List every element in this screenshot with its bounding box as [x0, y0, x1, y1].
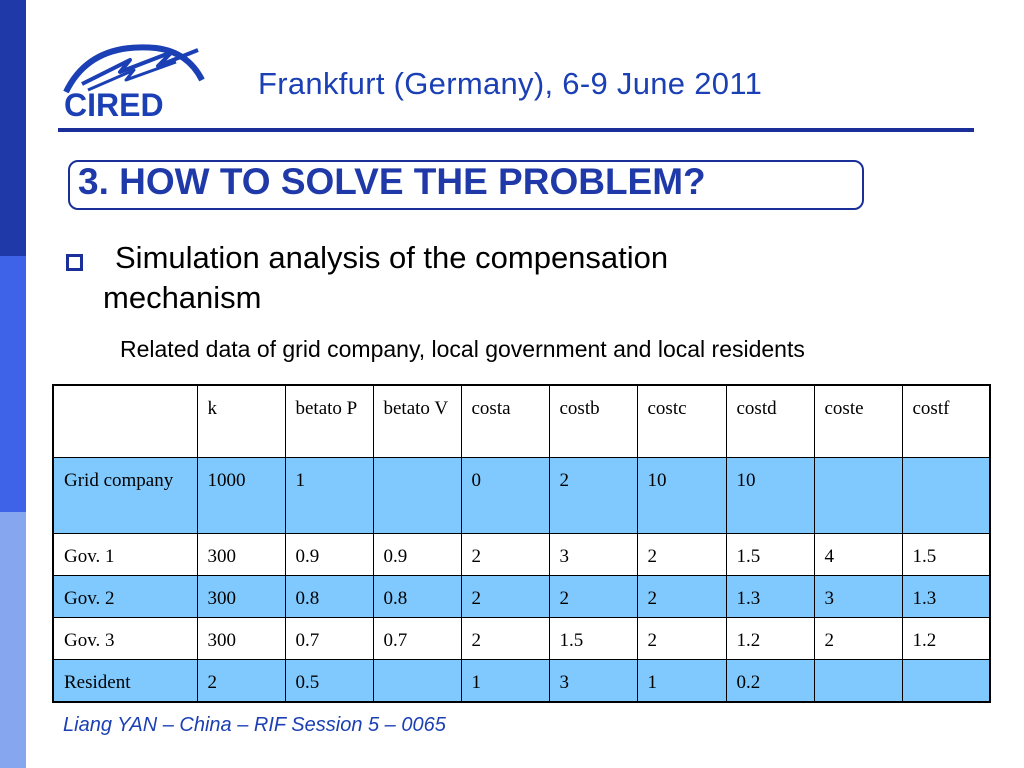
square-bullet-icon: [66, 254, 83, 271]
table-cell: 300: [197, 533, 285, 575]
table-cell: 0.9: [373, 533, 461, 575]
header-cell: costa: [461, 385, 549, 457]
table-cell: 0.8: [285, 575, 373, 617]
table-cell: 300: [197, 617, 285, 659]
table-cell: 1.5: [902, 533, 990, 575]
table-cell: Gov. 1: [53, 533, 197, 575]
table-cell: 1: [461, 659, 549, 702]
header-cell: costb: [549, 385, 637, 457]
table-cell: 0.2: [726, 659, 814, 702]
cired-logo-icon: [60, 40, 210, 120]
table-row: [53, 457, 990, 533]
table-cell: 0.5: [285, 659, 373, 702]
table-caption: Related data of grid company, local government and local residents: [120, 336, 805, 362]
table-cell: 1.5: [549, 617, 637, 659]
table-cell: [373, 457, 461, 533]
side-bar-segment-mid: [0, 256, 26, 512]
table-cell: [373, 659, 461, 702]
table-cell: Resident: [53, 659, 197, 702]
table-cell: 4: [814, 533, 902, 575]
table-cell: 10: [726, 457, 814, 533]
header-cell: [53, 385, 197, 457]
table-cell: 2: [197, 659, 285, 702]
table-cell: 0: [461, 457, 549, 533]
table-cell: 1: [285, 457, 373, 533]
table-cell: 300: [197, 575, 285, 617]
table-cell: 0.8: [373, 575, 461, 617]
table-cell: 2: [637, 533, 726, 575]
table-cell: 2: [637, 575, 726, 617]
side-bar-segment-dark: [0, 0, 26, 256]
table-cell: 1.2: [726, 617, 814, 659]
table-cell: Grid company: [53, 457, 197, 533]
table-cell: 2: [461, 617, 549, 659]
table-cell: 3: [549, 533, 637, 575]
table-cell: 2: [814, 617, 902, 659]
table-cell: 2: [461, 575, 549, 617]
bullet-line-1: Simulation analysis of the compensation: [115, 240, 669, 275]
table-cell: [902, 659, 990, 702]
table-cell: 3: [549, 659, 637, 702]
header-cell: costc: [637, 385, 726, 457]
header-cell: betato P: [285, 385, 373, 457]
bullet-point: [103, 238, 863, 318]
table-cell: 2: [637, 617, 726, 659]
table-cell: 2: [549, 575, 637, 617]
table-cell: Gov. 2: [53, 575, 197, 617]
table-cell: 1.5: [726, 533, 814, 575]
side-bar-segment-light: [0, 512, 26, 768]
svg-text:CIRED: CIRED: [64, 87, 164, 120]
table-header-row: [53, 385, 990, 457]
table-cell: 1.3: [726, 575, 814, 617]
table-row: [53, 575, 990, 617]
header-cell: costf: [902, 385, 990, 457]
table-cell: [902, 457, 990, 533]
side-decoration-bar: [0, 0, 26, 768]
header-cell: betato V: [373, 385, 461, 457]
table-cell: [814, 659, 902, 702]
header-cell: k: [197, 385, 285, 457]
bullet-line-2: mechanism: [103, 280, 262, 315]
table-cell: [814, 457, 902, 533]
data-table: [52, 384, 991, 703]
table-cell: 3: [814, 575, 902, 617]
table-cell: 1.2: [902, 617, 990, 659]
section-title: 3. HOW TO SOLVE THE PROBLEM?: [78, 161, 706, 202]
cired-logo: [60, 40, 210, 120]
table-cell: Gov. 3: [53, 617, 197, 659]
table-cell: 1.3: [902, 575, 990, 617]
table-cell: 2: [461, 533, 549, 575]
header-cell: costd: [726, 385, 814, 457]
header-divider: [58, 128, 974, 132]
table-cell: 2: [549, 457, 637, 533]
table-cell: 10: [637, 457, 726, 533]
table-cell: 0.9: [285, 533, 373, 575]
table-cell: 1000: [197, 457, 285, 533]
table-row: [53, 533, 990, 575]
footer-credit: Liang YAN – China – RIF Session 5 – 0065: [63, 714, 446, 736]
table-row: [53, 659, 990, 702]
table-cell: 0.7: [285, 617, 373, 659]
table-cell: 0.7: [373, 617, 461, 659]
conference-title: Frankfurt (Germany), 6-9 June 2011: [258, 66, 763, 101]
table-cell: 1: [637, 659, 726, 702]
table-row: [53, 617, 990, 659]
header-cell: coste: [814, 385, 902, 457]
